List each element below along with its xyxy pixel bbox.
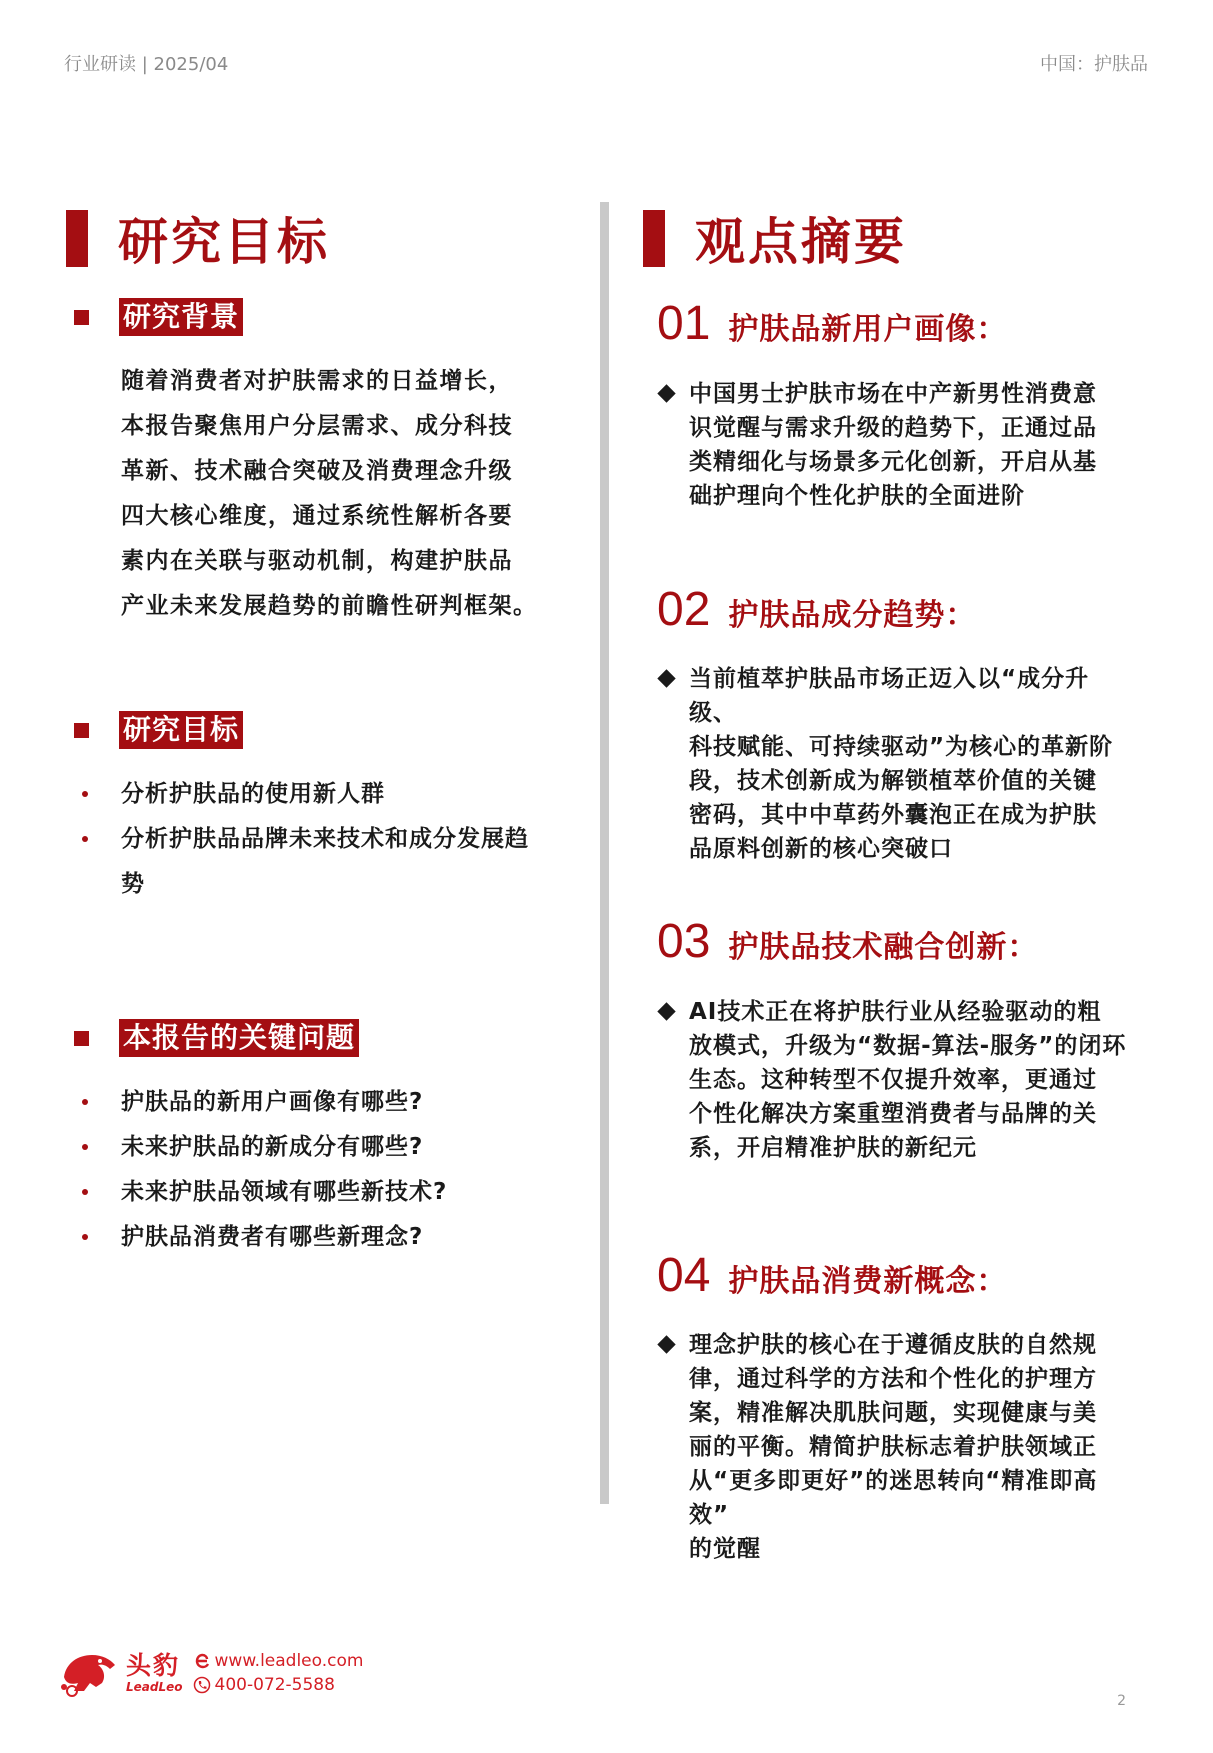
footer: [60, 1647, 363, 1699]
point-line: 从“更多即更好”的迷思转向“精准即高效”: [689, 1468, 1098, 1528]
logo-cn: 头豹: [126, 1651, 181, 1680]
point-03-heading: [657, 914, 1038, 969]
list-item: 分析护肤品品牌未来技术和成分发展趋势: [82, 817, 547, 907]
dot-bullet-icon: [82, 836, 88, 842]
title-bar: [66, 210, 88, 267]
point-line: 律，通过科学的方法和个性化的护理方: [689, 1366, 1097, 1392]
background-label: 研究背景: [119, 298, 243, 336]
phone-number: 400-072-5588: [214, 1675, 335, 1695]
point-line: 科技赋能、可持续驱动”为核心的革新阶: [689, 734, 1114, 760]
point-title: 护肤品消费新概念：: [728, 1264, 1008, 1299]
header-category: 中国：护肤品: [1040, 54, 1148, 75]
point-line: 类精细化与场景多元化创新，开启从基: [689, 449, 1097, 475]
point-line: 础护理向个性化护肤的全面进阶: [689, 483, 1025, 509]
point-number: 01: [657, 297, 711, 350]
logo-wordmark: [126, 1652, 183, 1694]
point-number: 03: [657, 915, 711, 968]
square-bullet-icon: [74, 1031, 89, 1046]
diamond-bullet-icon: [657, 384, 675, 402]
point-01-body: [656, 377, 1136, 513]
right-section-heading: [643, 202, 907, 274]
point-line: 段，技术创新成为解锁植萃价值的关键: [689, 768, 1097, 794]
e-icon: [193, 1652, 211, 1670]
diamond-bullet-icon: [657, 1002, 675, 1020]
point-line: 当前植萃护肤品市场正迈入以“成分升级、: [689, 666, 1090, 726]
point-number: 02: [657, 583, 711, 636]
point-line: 品原料创新的核心突破口: [689, 836, 953, 862]
point-line: 生态。这种转型不仅提升效率，更通过: [689, 1067, 1097, 1093]
point-title: 护肤品技术融合创新：: [728, 930, 1039, 965]
questions-list: [82, 1080, 582, 1260]
paragraph-line: 革新、技术融合突破及消费理念升级: [121, 458, 513, 484]
point-01-heading: [657, 296, 1007, 351]
list-item: 护肤品的新用户画像有哪些?: [82, 1080, 582, 1125]
point-03-body: [656, 995, 1136, 1165]
background-heading: [74, 298, 243, 336]
point-title: 护肤品新用户画像：: [728, 312, 1008, 347]
point-line: 丽的平衡。精简护肤标志着护肤领域正: [689, 1434, 1097, 1460]
point-line: 理念护肤的核心在于遵循皮肤的自然规: [689, 1332, 1097, 1358]
leopard-logo-icon: [60, 1647, 118, 1699]
point-04-body: [656, 1328, 1136, 1566]
questions-heading: [74, 1019, 359, 1057]
contact-info: [193, 1649, 364, 1697]
point-line: 放模式，升级为“数据-算法-服务”的闭环: [689, 1033, 1127, 1059]
dot-bullet-icon: [82, 1099, 88, 1105]
square-bullet-icon: [74, 723, 89, 738]
point-number: 04: [657, 1249, 711, 1302]
point-line: AI技术正在将护肤行业从经验驱动的粗: [689, 999, 1102, 1025]
website-row: [193, 1649, 364, 1673]
dot-bullet-icon: [82, 791, 88, 797]
dot-bullet-icon: [82, 1234, 88, 1240]
dot-bullet-icon: [82, 1144, 88, 1150]
diamond-bullet-icon: [657, 1335, 675, 1353]
dot-bullet-icon: [82, 1189, 88, 1195]
right-section-title: 观点摘要: [695, 213, 907, 271]
list-item: 护肤品消费者有哪些新理念?: [82, 1215, 582, 1260]
paragraph-line: 素内在关联与驱动机制，构建护肤品: [121, 548, 513, 574]
list-item: 未来护肤品领域有哪些新技术?: [82, 1170, 582, 1215]
objectives-label: 研究目标: [119, 711, 243, 749]
left-section-title: 研究目标: [118, 213, 330, 271]
point-title: 护肤品成分趋势：: [728, 598, 977, 633]
point-line: 系，开启精准护肤的新纪元: [689, 1135, 977, 1161]
list-item: 未来护肤品的新成分有哪些?: [82, 1125, 582, 1170]
objectives-heading: [74, 711, 243, 749]
title-bar: [643, 210, 665, 267]
paragraph-line: 随着消费者对护肤需求的日益增长，: [121, 368, 513, 394]
background-paragraph: [121, 359, 571, 629]
point-line: 个性化解决方案重塑消费者与品牌的关: [689, 1101, 1097, 1127]
paragraph-line: 本报告聚焦用户分层需求、成分科技: [121, 413, 513, 439]
phone-row: [193, 1673, 364, 1697]
paragraph-line: 产业未来发展趋势的前瞻性研判框架。: [121, 593, 538, 619]
point-02-body: [656, 662, 1136, 866]
point-04-heading: [657, 1248, 1007, 1303]
point-line: 识觉醒与需求升级的趋势下，正通过品: [689, 415, 1097, 441]
list-item: 分析护肤品的使用新人群: [82, 772, 582, 817]
point-line: 中国男士护肤市场在中产新男性消费意: [689, 381, 1097, 407]
column-divider: [600, 202, 609, 1504]
square-bullet-icon: [74, 310, 89, 325]
page-number: 2: [1117, 1693, 1126, 1709]
logo-en: LeadLeo: [126, 1680, 183, 1694]
point-line: 案，精准解决肌肤问题，实现健康与美: [689, 1400, 1097, 1426]
point-line: 密码，其中中草药外囊泡正在成为护肤: [689, 802, 1097, 828]
phone-icon: [193, 1676, 211, 1694]
diamond-bullet-icon: [657, 669, 675, 687]
website-link[interactable]: www.leadleo.com: [214, 1651, 364, 1671]
left-section-heading: [66, 202, 330, 274]
point-02-heading: [657, 582, 976, 637]
point-line: 的觉醒: [689, 1536, 761, 1562]
objectives-list: [82, 772, 582, 907]
questions-label: 本报告的关键问题: [119, 1019, 359, 1057]
header-meta: 行业研读 | 2025/04: [64, 54, 229, 75]
paragraph-line: 四大核心维度，通过系统性解析各要: [121, 503, 513, 529]
